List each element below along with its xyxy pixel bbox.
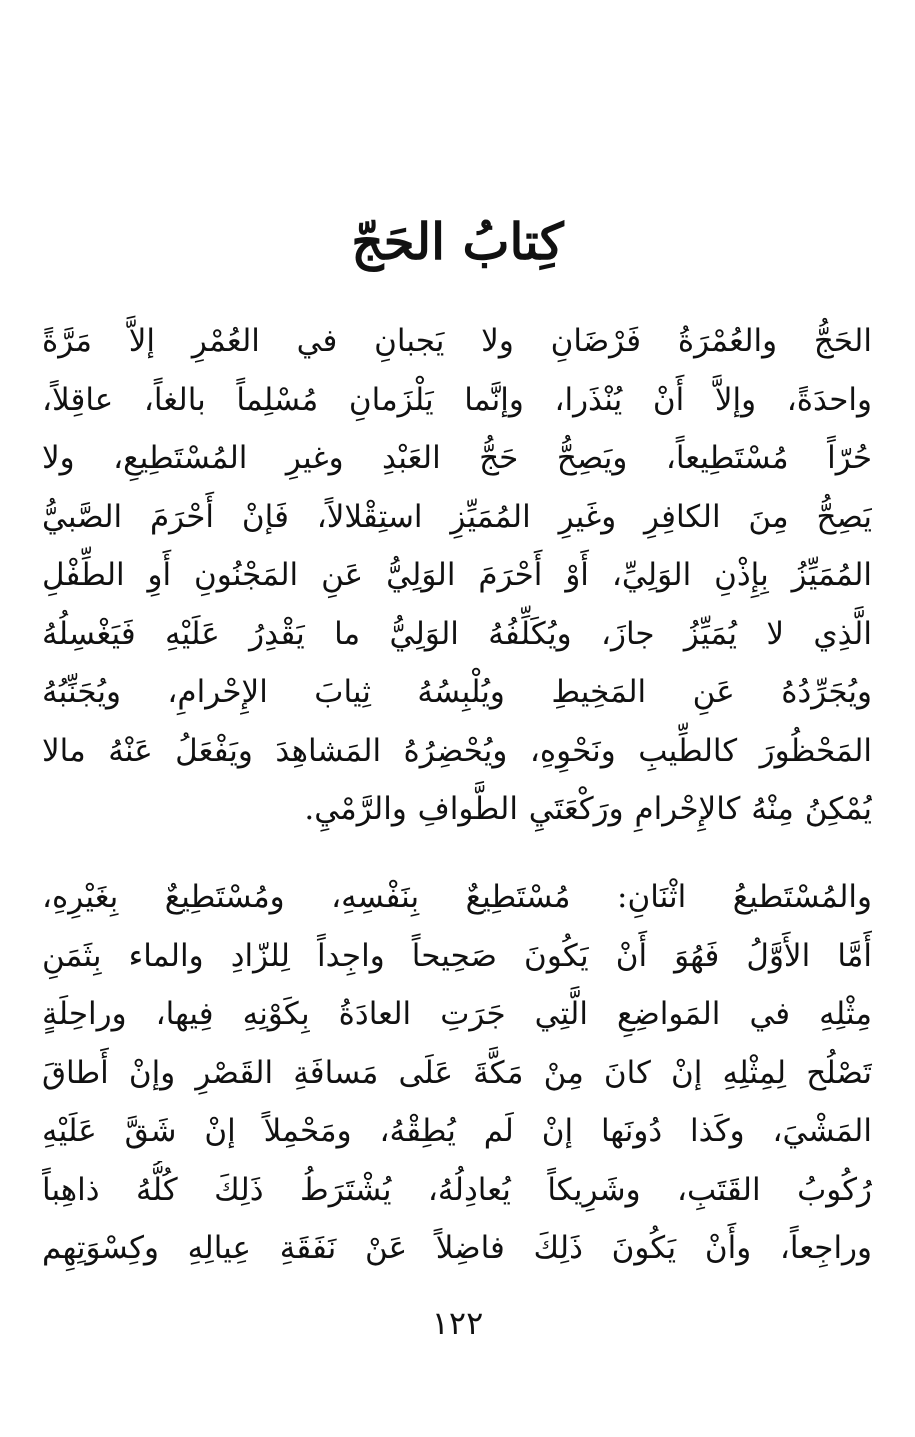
- paragraph-line: أَمَّا الأَوَّلُ فَهُوَ أَنْ يَكُونَ صَحِيحاً واجِداً لِلزّادِ والماء بِثَمَنِ: [42, 937, 872, 974]
- paragraph-line: الَّذِي لا يُمَيِّزُ جازَ، ويُكَلِّفُهُ الوَلِيُّ ما يَقْدِرُ عَلَيْهِ فَيَغْسِلُهُ: [42, 615, 872, 652]
- chapter-title: كِتابُ الحَجّ: [351, 212, 564, 271]
- paragraph-line: ويُجَرِّدُهُ عَنِ المَخِيطِ ويُلْبِسُهُ ثِيابَ الإِحْرامِ، ويُجَنِّبُهُ: [42, 674, 872, 710]
- paragraph-line: المُمَيِّزُ بِإِذْنِ الوَلِيِّ، أَوْ أَحْرَمَ الوَلِيُّ عَنِ المَجْنُونِ أَوِ الطِّفْلِ: [42, 557, 872, 593]
- paragraph-line: يُمْكِنُ مِنْهُ كالإِحْرامِ ورَكْعَتَيِ الطَّوافِ والرَّمْيِ.: [304, 791, 872, 827]
- paragraph-line: وراجِعاً، وأَنْ يَكُونَ ذَلِكَ فاضِلاً عَنْ نَفَقَةِ عِيالِهِ وكِسْوَتِهِم: [42, 1230, 872, 1266]
- paragraph-line: مِثْلِهِ في المَواضِعِ الَّتِي جَرَتِ العادَةُ بِكَوْنِهِ فِيها، وراحِلَةٍ: [42, 996, 872, 1032]
- paragraph-line: المَشْيَ، وكَذا دُونَها إنْ لَم يُطِقْهُ، ومَحْمِلاً إنْ شَقَّ عَلَيْهِ: [42, 1113, 872, 1149]
- paragraph-2: [42, 868, 872, 1278]
- paragraph-line: تَصْلُح لِمِثْلِهِ إنْ كانَ مِنْ مَكَّةَ عَلَى مَسافَةِ القَصْرِ وإنْ أَطاقَ: [42, 1054, 872, 1091]
- paragraph-line: المَحْظُورَ كالطِّيبِ ونَحْوِهِ، ويُحْضِرُهُ المَشاهِدَ ويَفْعَلُ عَنْهُ مالا: [42, 732, 872, 769]
- paragraph-1: [42, 312, 872, 839]
- paragraph-line: واحدَةً، وإلاَّ أَنْ يُنْذَرا، وإنَّما يَلْزَمانِ مُسْلِماً بالغاً، عاقِلاً،: [42, 381, 872, 418]
- paragraph-line: حُرّاً مُسْتَطِيعاً، ويَصِحُّ حَجُّ العَبْدِ وغيرِ المُسْتَطِيعِ، ولا: [42, 440, 872, 476]
- paragraph-line: الحَجُّ والعُمْرَةُ فَرْضَانِ ولا يَجبانِ في العُمْرِ إلاَّ مَرَّةً: [42, 323, 872, 359]
- paragraph-line: والمُسْتَطيعُ اثْنَانِ: مُسْتَطِيعٌ بِنَفْسِهِ، ومُسْتَطِيعٌ بِغَيْرِهِ،: [42, 879, 872, 915]
- page-number: ١٢٢: [431, 1304, 484, 1342]
- paragraph-line: رُكُوبُ القَتَبِ، وشَرِيكاً يُعادِلُهُ، يُشْتَرَطُ ذَلِكَ كُلُّهُ ذاهِباً: [42, 1171, 872, 1208]
- paragraph-line: يَصِحُّ مِنَ الكافِرِ وغَيرِ المُمَيِّزِ استِقْلالاً، فَإنْ أَحْرَمَ الصَّبيُّ: [42, 498, 872, 535]
